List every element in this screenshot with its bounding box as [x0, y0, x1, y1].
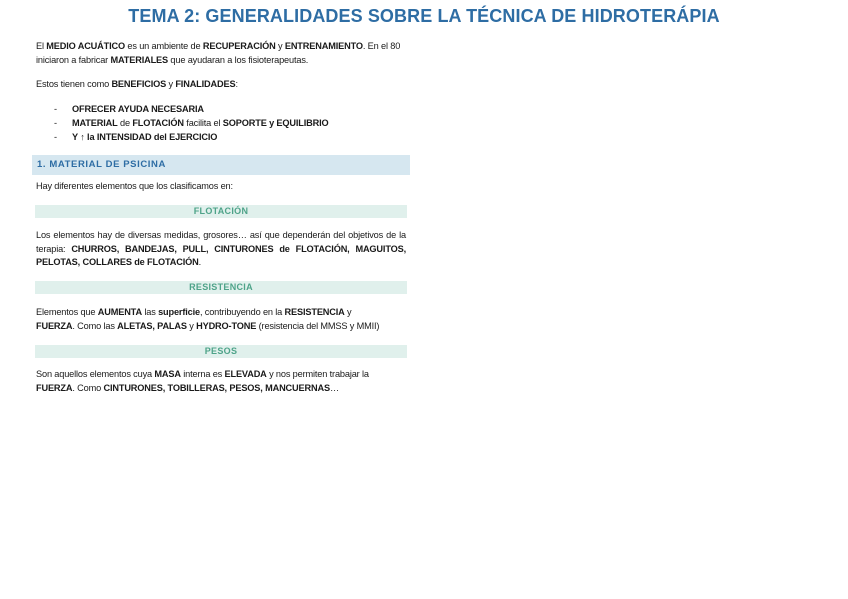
list-item — [54, 102, 329, 116]
list-item-bold: FLOTACIÓN — [132, 118, 184, 128]
resistencia-text: y — [186, 320, 197, 331]
list-item-text: de — [117, 118, 133, 128]
intro-bold: MEDIO ACUÁTICO — [46, 41, 125, 51]
page-title: TEMA 2: GENERALIDADES SOBRE LA TÉCNICA DE HIDROTERÁPIA — [128, 6, 720, 26]
pesos-text: Son aquellos elementos cuya — [36, 369, 155, 379]
benefits-bold: BENEFICIOS — [111, 79, 167, 89]
resistencia-text: . Como las — [72, 320, 118, 331]
resistencia-bold: superficie — [158, 307, 200, 317]
pesos-bold: FUERZA — [36, 382, 73, 393]
resistencia-text: (resistencia del MMSS y MMII) — [256, 320, 380, 331]
pesos-text: y nos permiten trabajar la — [266, 369, 369, 379]
resistencia-bold: ALETAS, PALAS — [117, 320, 187, 331]
list-item-bold: SOPORTE y EQUILIBRIO — [222, 118, 329, 128]
resistencia-text: Elementos que — [36, 307, 98, 317]
list-item — [54, 130, 329, 144]
pesos-bold: MASA — [154, 369, 181, 379]
bullet-dash: - — [54, 118, 57, 128]
intro-text: es un ambiente de — [125, 41, 203, 51]
intro-text: y — [275, 41, 285, 51]
list-item-text: facilita el — [183, 118, 223, 128]
bullet-dash: - — [54, 132, 57, 142]
pesos-bold: ELEVADA — [224, 369, 267, 379]
benefits-paragraph — [36, 78, 408, 92]
resistencia-text: y — [344, 307, 352, 317]
resistencia-bold: AUMENTA — [97, 307, 142, 317]
pesos-text: . Como — [72, 382, 104, 393]
intro-bold: ENTRENAMIENTO — [284, 41, 363, 51]
subheading-pesos: PESOS — [35, 345, 407, 358]
intro-bold: RECUPERACIÓN — [202, 41, 276, 51]
resistencia-bold: HYDRO-TONE — [196, 320, 257, 331]
pesos-text: interna es — [180, 369, 225, 379]
benefits-bold: FINALIDADES — [175, 79, 236, 89]
bullet-dash: - — [54, 104, 57, 114]
flotacion-bold: CHURROS, BANDEJAS, PULL, CINTURONES de FLOTACIÓN, MAGUITOS, PELOTAS, COLLARES de FLOTACIÓN — [36, 243, 406, 267]
resistencia-text: , contribuyendo en la — [199, 307, 285, 317]
list-item-bold: Y ↑ la INTENSIDAD del EJERCICIO — [72, 132, 218, 142]
intro-text: . En el 80 iniciaron a fabricar — [36, 41, 401, 65]
resistencia-bold: FUERZA — [36, 320, 73, 331]
intro-paragraph — [36, 40, 408, 67]
flotacion-text: Los elementos hay de diversas medidas, grosores… así que dependerán del objetivos de la terapia: — [36, 230, 406, 254]
benefits-text: y — [166, 79, 176, 89]
benefits-text: : — [235, 79, 238, 89]
list-item-bold: MATERIAL — [72, 118, 118, 128]
list-item-bold: OFRECER AYUDA NECESARIA — [72, 104, 204, 114]
intro-text: que ayudaran a los fisioterapeutas. — [168, 54, 309, 65]
resistencia-text: las — [141, 307, 159, 317]
subheading-resistencia: RESISTENCIA — [35, 281, 407, 294]
list-item — [54, 116, 329, 130]
pesos-paragraph — [36, 368, 408, 395]
benefits-text: Estos tienen como — [36, 79, 112, 89]
intro-bold: MATERIALES — [110, 54, 169, 65]
flotacion-text: . — [198, 257, 201, 267]
intro-text: El — [36, 41, 47, 51]
flotacion-paragraph — [36, 229, 406, 270]
pesos-bold: CINTURONES, TOBILLERAS, PESOS, MANCUERNAS — [103, 382, 330, 393]
resistencia-bold: RESISTENCIA — [284, 307, 345, 317]
section-lead: Hay diferentes elementos que los clasificamos en: — [36, 181, 233, 191]
subheading-flotacion: FLOTACIÓN — [35, 205, 407, 218]
pesos-text: … — [329, 382, 339, 393]
benefits-list — [54, 102, 329, 144]
resistencia-paragraph — [36, 306, 408, 333]
section-heading-material-psicina: 1. MATERIAL DE PSICINA — [32, 155, 410, 175]
